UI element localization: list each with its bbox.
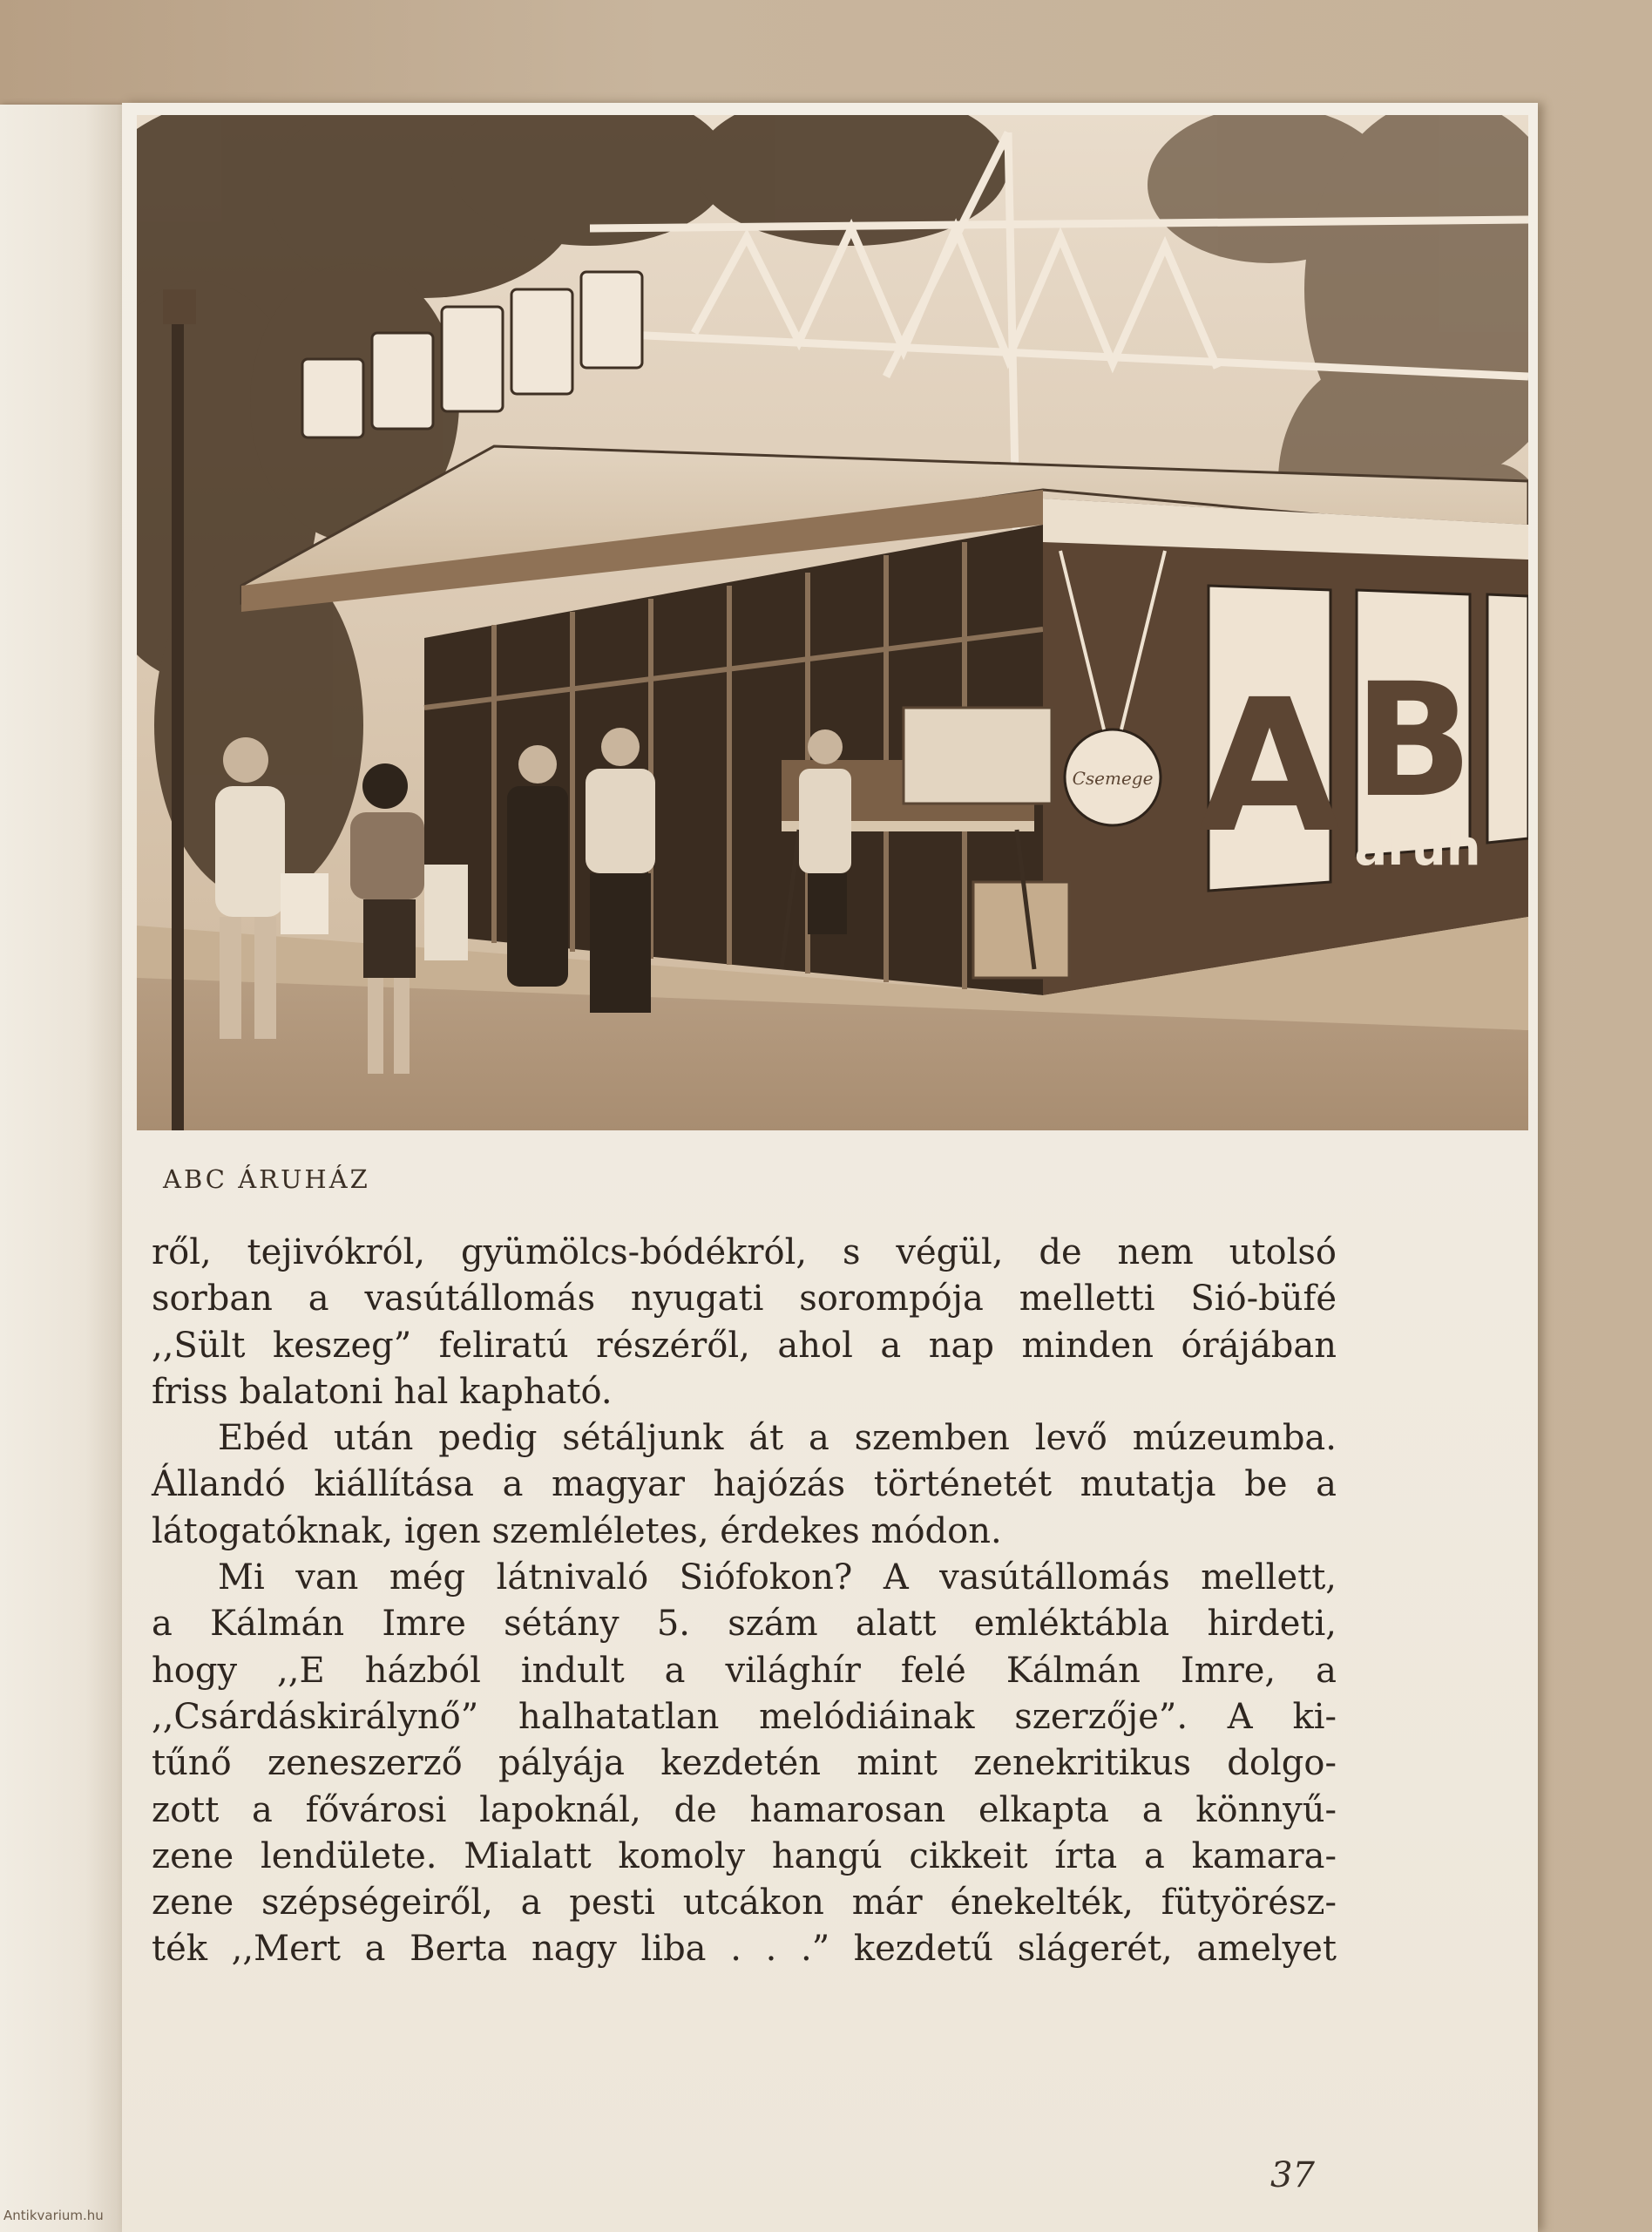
photo-abc-store (137, 115, 1528, 1130)
sign-letter-a: A (1198, 660, 1341, 873)
text-line: látogatóknak, igen szemléletes, érdekes módon. (152, 1510, 1002, 1551)
side-wall (1043, 499, 1528, 995)
text-line: hogy ,,E házból indult a világhír felé Kálmán Imre, a (152, 1650, 1337, 1691)
book-page (122, 103, 1538, 2232)
text-line: ték ,,Mert a Berta nagy liba . . .” kezdetű slágerét, amelyet (152, 1929, 1337, 1970)
text-line: Ebéd után pedig sétáljunk át a szemben levő múzeumba. (218, 1418, 1337, 1459)
sign-letter-b: B (1353, 650, 1473, 832)
text-line: friss balatoni hal kapható. (152, 1371, 613, 1412)
photo-caption: ABC ÁRUHÁZ (163, 1164, 370, 1194)
text-line: tűnő zeneszerző pályája kezdetén mint zenekritikus dolgo- (152, 1743, 1337, 1784)
person-4 (586, 728, 655, 1013)
text-line: zene szépségeiről, a pesti utcákon már énekelték, fütyörész- (152, 1883, 1337, 1923)
watermark: Antikvarium.hu (3, 2208, 104, 2223)
page-number: 37 (1270, 2155, 1315, 2195)
text-line: Mi van még látnivaló Siófokon? A vasútállomás mellett, (218, 1557, 1337, 1598)
text-line: Állandó kiállítása a magyar hajózás történetét mutatja be a (152, 1464, 1337, 1505)
emblem-text: Csemege (1072, 768, 1154, 789)
store-photo-illustration (137, 115, 1528, 1130)
text-line: a Kálmán Imre sétány 5. szám alatt emléktábla hirdeti, (152, 1604, 1337, 1645)
left-page-edge (0, 105, 122, 2232)
body-text (152, 1230, 1337, 1973)
text-line: ,,Csárdáskirálynő” halhatatlan melódiáinak szerzője”. A ki- (152, 1696, 1337, 1737)
sign-word: áruh (1354, 820, 1481, 877)
text-line: zott a fővárosi lapoknál, de hamarosan elkapta a könnyű- (152, 1789, 1337, 1830)
text-line: sorban a vasútállomás nyugati sorompója melletti Sió-büfé (152, 1279, 1337, 1320)
text-line: ről, tejivókról, gyümölcs-bódékról, s végül, de nem utolsó (152, 1232, 1337, 1272)
text-line: ,,Sült keszeg” feliratú részéről, ahol a nap minden órájában (152, 1325, 1337, 1366)
text-line: zene lendülete. Mialatt komoly hangú cikkeit írta a kamara- (152, 1835, 1337, 1876)
